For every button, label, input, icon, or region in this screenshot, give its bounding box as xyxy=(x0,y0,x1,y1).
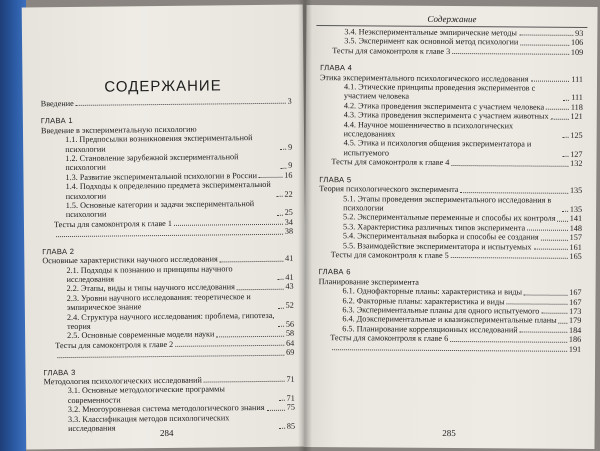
toc-entry-text: 3.2. Многоуровневая система методологического знания xyxy=(67,403,265,415)
toc-entry-text: 4.4. Научное мошенничество в психологических исследованиях xyxy=(343,119,514,139)
chapter-title: Планирование эксперимента xyxy=(318,276,419,287)
chapter-title: Введение в экспериментальную психологию xyxy=(40,124,197,136)
toc-page-number: 3 xyxy=(287,96,292,106)
toc-entry-text: 4.3. Этика проведения эксперимента с участием животных xyxy=(343,110,549,121)
toc-entry-text: 1.3. Развитие экспериментальной психологии в России xyxy=(65,170,257,182)
toc-entry-text: 2.2. Этапы, виды и типы научного исследования xyxy=(66,282,235,294)
toc-page-number: 52 xyxy=(285,300,294,310)
toc-entry-text: Основные характеристики научного исследования xyxy=(42,254,218,266)
chapter-label: ГЛАВА 5 xyxy=(319,174,352,184)
dot-leader xyxy=(559,323,567,324)
toc-entry xyxy=(319,250,582,261)
toc-entry-text: Этика экспериментального психологического исследования xyxy=(320,72,529,84)
chapter-label: ГЛАВА 6 xyxy=(318,267,351,277)
toc-page-number: 71 xyxy=(286,393,295,403)
left-page xyxy=(22,5,308,450)
toc-page-number: 135 xyxy=(569,204,583,214)
dot-leader xyxy=(557,220,567,221)
dot-leader xyxy=(278,326,284,327)
toc-page-number: 22 xyxy=(284,189,293,199)
dot-leader xyxy=(451,165,568,167)
toc-page-number: 148 xyxy=(569,223,583,233)
toc-entry-text: Тесты для самоконтроля к главе 4 xyxy=(331,157,450,168)
dot-leader xyxy=(541,239,568,240)
chapter-label: ГЛАВА 3 xyxy=(43,367,76,377)
dot-leader xyxy=(277,215,283,216)
toc-page-number: 34 xyxy=(284,217,294,227)
dot-leader xyxy=(527,230,568,231)
dot-leader xyxy=(175,345,284,347)
toc-entry xyxy=(320,82,583,103)
toc-entry xyxy=(42,199,293,220)
toc-page-number: 58 xyxy=(285,328,295,339)
toc-page-number: 9 xyxy=(288,161,293,171)
dot-leader xyxy=(520,44,569,45)
toc-page-number: 125 xyxy=(570,130,583,140)
chapter-label: ГЛАВА 1 xyxy=(40,116,73,126)
dot-leader xyxy=(562,137,568,138)
toc-page-number: 167 xyxy=(569,287,582,298)
dot-leader xyxy=(551,118,569,119)
toc-page-number: 191 xyxy=(568,344,582,354)
toc-page-number: 186 xyxy=(568,335,582,345)
toc-page-number: 135 xyxy=(569,185,583,196)
dot-leader xyxy=(452,53,569,55)
dot-leader xyxy=(332,349,567,352)
dot-leader xyxy=(277,279,283,280)
toc-entry-text: Тесты для самоконтроля к главе 6 xyxy=(330,333,449,344)
dot-leader xyxy=(57,354,284,357)
toc-entry xyxy=(319,194,582,215)
toc-entry-text: 5.2. Экспериментальные переменные и способы их контроля xyxy=(343,212,556,224)
toc-page-number: 75 xyxy=(286,402,295,412)
toc-entry-text: 6.3. Экспериментальные планы для одного испытуемого xyxy=(342,305,540,316)
dot-leader xyxy=(563,100,569,101)
dot-leader xyxy=(450,341,567,343)
dot-leader xyxy=(220,260,283,262)
dot-leader xyxy=(216,336,284,338)
toc-entry-text: 4.5. Этика и психология общения экспериментатора и испытуемого xyxy=(343,138,532,158)
dot-leader xyxy=(546,109,569,110)
toc-page-number: 118 xyxy=(570,102,583,112)
toc-entry-text: 6.5. Планирование корреляционных исследований xyxy=(342,324,518,335)
chapter-label: ГЛАВА 2 xyxy=(42,246,75,256)
right-page-number: 285 xyxy=(442,427,456,439)
dot-leader xyxy=(520,332,567,333)
toc-entry-text: 1.2. Становление зарубежной экспериментальной психологии xyxy=(65,152,239,173)
dot-leader xyxy=(267,409,285,410)
toc-entry-text: 5.5. Взаимодействие экспериментатора и испытуемых xyxy=(342,240,532,252)
toc-entry-text: 2.4. Структура научного исследования: проблема, гипотеза, теория xyxy=(66,310,275,331)
toc-page-number: 56 xyxy=(285,319,295,329)
toc-page-number: 184 xyxy=(568,325,582,335)
toc-intro xyxy=(41,97,292,109)
toc-page-number: 16 xyxy=(284,170,293,180)
toc-page-number: 111 xyxy=(571,93,583,103)
toc-entry-text: 3.1. Основные методологические программы современности xyxy=(67,384,225,405)
dot-leader xyxy=(237,288,284,289)
toc-page-number: 41 xyxy=(285,272,294,282)
toc-entry-text: Тесты для самоконтроля к главе 5 xyxy=(330,250,449,260)
dot-leader xyxy=(276,196,282,197)
dot-leader xyxy=(531,81,570,82)
toc-page-number: 41 xyxy=(285,253,294,263)
toc-page-number: 132 xyxy=(570,159,583,169)
toc-entry-text: 3.3. Классификация методов психологических исследования xyxy=(67,412,230,434)
toc-entry-text: Тесты для самоконтроля к главе 1 xyxy=(53,218,172,230)
toc-page-number: 157 xyxy=(569,232,582,243)
toc-entry-text: 5.1. Этапы проведения экспериментального исследования в психологии xyxy=(343,193,552,213)
toc-entry-text: Теория психологического эксперимента xyxy=(319,184,459,195)
left-page-number: 284 xyxy=(159,427,174,439)
toc-entry-text: 6.2. Факторные планы: характеристика и виды xyxy=(342,295,505,306)
toc-entry-text: 3.4. Неэкспериментальные эмпирические методы xyxy=(344,27,517,38)
dot-leader xyxy=(280,149,286,150)
toc-entry xyxy=(319,157,582,168)
toc-page-number: 106 xyxy=(570,38,584,48)
toc-entry-text: 1.4. Подходы к определению предмета экспериментальной психологии xyxy=(65,180,271,201)
toc-page-number: 38 xyxy=(284,226,294,237)
dot-leader xyxy=(519,35,573,36)
dot-leader xyxy=(524,294,567,295)
toc-entry xyxy=(43,310,294,331)
toc-page-number: 173 xyxy=(569,306,582,316)
toc-entry xyxy=(320,120,583,141)
dot-leader xyxy=(460,192,567,194)
toc-page-number: 179 xyxy=(569,316,582,326)
toc-entry-text: 2.3. Уровни научного исследования: теоретическое и эмпирическое знание xyxy=(66,291,251,313)
toc-entry-text: 1.5. Основные категории и задачи экспериментальной психологии xyxy=(65,199,255,220)
dot-leader xyxy=(541,313,567,314)
toc-entry xyxy=(318,343,581,354)
dot-leader xyxy=(562,156,568,157)
toc-page-number: 71 xyxy=(286,374,295,384)
right-page xyxy=(303,5,597,449)
toc-page-number: 121 xyxy=(570,112,583,122)
toc-entry-text: Введение xyxy=(40,98,74,109)
chapter-label: ГЛАВА 4 xyxy=(320,63,353,73)
toc-page-number: 64 xyxy=(285,338,295,348)
toc-page-number: 161 xyxy=(569,242,582,252)
dot-leader xyxy=(279,400,285,401)
dot-leader xyxy=(280,168,286,169)
toc-page-number: 167 xyxy=(569,297,582,307)
toc-entry-text: Тесты для самоконтроля к главе 3 xyxy=(332,45,451,56)
toc-entry-text: 5.3. Характеристика различных типов эксперимента xyxy=(342,221,526,233)
toc-entry-text: 5.4. Экспериментальная выборка и способы ее создания xyxy=(342,231,539,242)
toc-page-number: 69 xyxy=(286,347,295,357)
toc-entry-text: 1.1. Предпосылки возникновения экспериментальной психологии xyxy=(65,133,253,154)
dot-leader xyxy=(507,303,568,304)
toc-page-number: 109 xyxy=(570,47,584,57)
toc-entry-text: 4.2. Этика проведения эксперимента с участием человека xyxy=(343,101,545,112)
toc-entry-text: 2.1. Подходы к познанию и принципы научного исследования xyxy=(66,263,233,284)
toc-page-number: 9 xyxy=(288,142,293,152)
toc-entry-text: Методология психологических исследований xyxy=(43,375,202,387)
dot-leader xyxy=(174,224,283,226)
toc-page-number: 25 xyxy=(284,208,293,218)
toc-page-number: 85 xyxy=(286,421,296,431)
toc-entry-text: 6.4. Доэкспериментальные и квазиэкспериментальные планы xyxy=(342,314,557,326)
toc-entry xyxy=(42,263,293,284)
toc-page-number: 43 xyxy=(285,281,294,292)
toc-entry-text: Тесты для самоконтроля к главе 2 xyxy=(55,339,174,350)
toc-entry xyxy=(320,46,583,57)
left-toc-entries xyxy=(41,97,295,434)
dot-leader xyxy=(278,307,284,308)
toc-entry xyxy=(319,139,582,160)
dot-leader xyxy=(259,177,282,178)
dot-leader xyxy=(451,257,568,259)
toc-page-number: 93 xyxy=(575,28,584,38)
right-toc-entries xyxy=(318,27,583,354)
toc-entry-text: 2.5. Основные современные модели науки xyxy=(67,329,215,341)
dot-leader xyxy=(76,103,286,106)
toc-entry-text: 3.5. Эксперимент как основной метод психологии xyxy=(344,36,519,47)
toc-page-number: 111 xyxy=(571,74,584,84)
toc-title: СОДЕРЖАНИЕ xyxy=(104,77,222,96)
dot-leader xyxy=(533,249,567,250)
running-head: Содержание xyxy=(316,13,587,28)
toc-page-number: 165 xyxy=(569,251,582,261)
dot-leader xyxy=(562,211,568,212)
toc-page-number: 127 xyxy=(570,149,583,159)
toc-entry-text: 4.1. Этические принципы проведения экспериментов с участием человека xyxy=(343,82,536,102)
dot-leader xyxy=(56,233,283,236)
dot-leader xyxy=(204,381,285,383)
toc-page-number: 141 xyxy=(569,214,583,224)
toc-entry-text: 6.1. Однофакторные планы: характеристика и виды xyxy=(342,286,523,297)
